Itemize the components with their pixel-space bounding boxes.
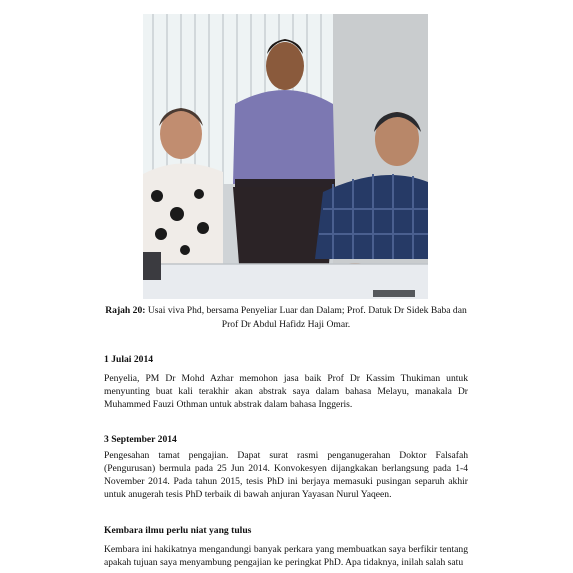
caption-text: Usai viva Phd, bersama Penyeliar Luar dan Dalam; Prof. Datuk Dr Sidek Baba dan Prof Dr Abdul Hafidz Haji Omar.	[145, 305, 467, 330]
group-photo	[143, 14, 428, 299]
section-body-1-julai-2014: Penyelia, PM Dr Mohd Azhar memohon jasa baik Prof Dr Kassim Thukiman untuk menyunting buat kali terakhir akan abstrak saya dalam bahasa Melayu, manakala Dr Muhammed Fauzi Othman untuk abstrak dalam bahasa Inggeris.	[104, 373, 468, 410]
section-heading-kembara-ilmu: Kembara ilmu perlu niat yang tulus	[104, 525, 252, 536]
group-photo-illustration	[143, 14, 428, 299]
caption-label: Rajah 20:	[105, 305, 146, 316]
photo-caption	[100, 304, 472, 332]
section-heading-1-julai-2014: 1 Julai 2014	[104, 354, 154, 365]
section-heading-3-september-2014: 3 September 2014	[104, 434, 177, 445]
section-body-kembara-ilmu: Kembara ini hakikatnya mengandungi banyak perkara yang membuatkan saya berfikir tentang apakah tujuan saya menyambung pengajian ke peringkat PhD. Apa tidaknya, inilah salah satu	[104, 544, 468, 568]
section-body-3-september-2014: Pengesahan tamat pengajian. Dapat surat rasmi penganugerahan Doktor Falsafah (Pengurusan) bermula pada 25 Jun 2014. Konvokesyen dijangkakan berlangsung pada 1-4 November 2014. Pada tahun 2015, tesis PhD ini berjaya memasuki pusingan separuh akhir untuk anugerah tesis PhD terbaik di bawah anjuran Yayasan Nurul Yaqeen.	[104, 450, 468, 500]
